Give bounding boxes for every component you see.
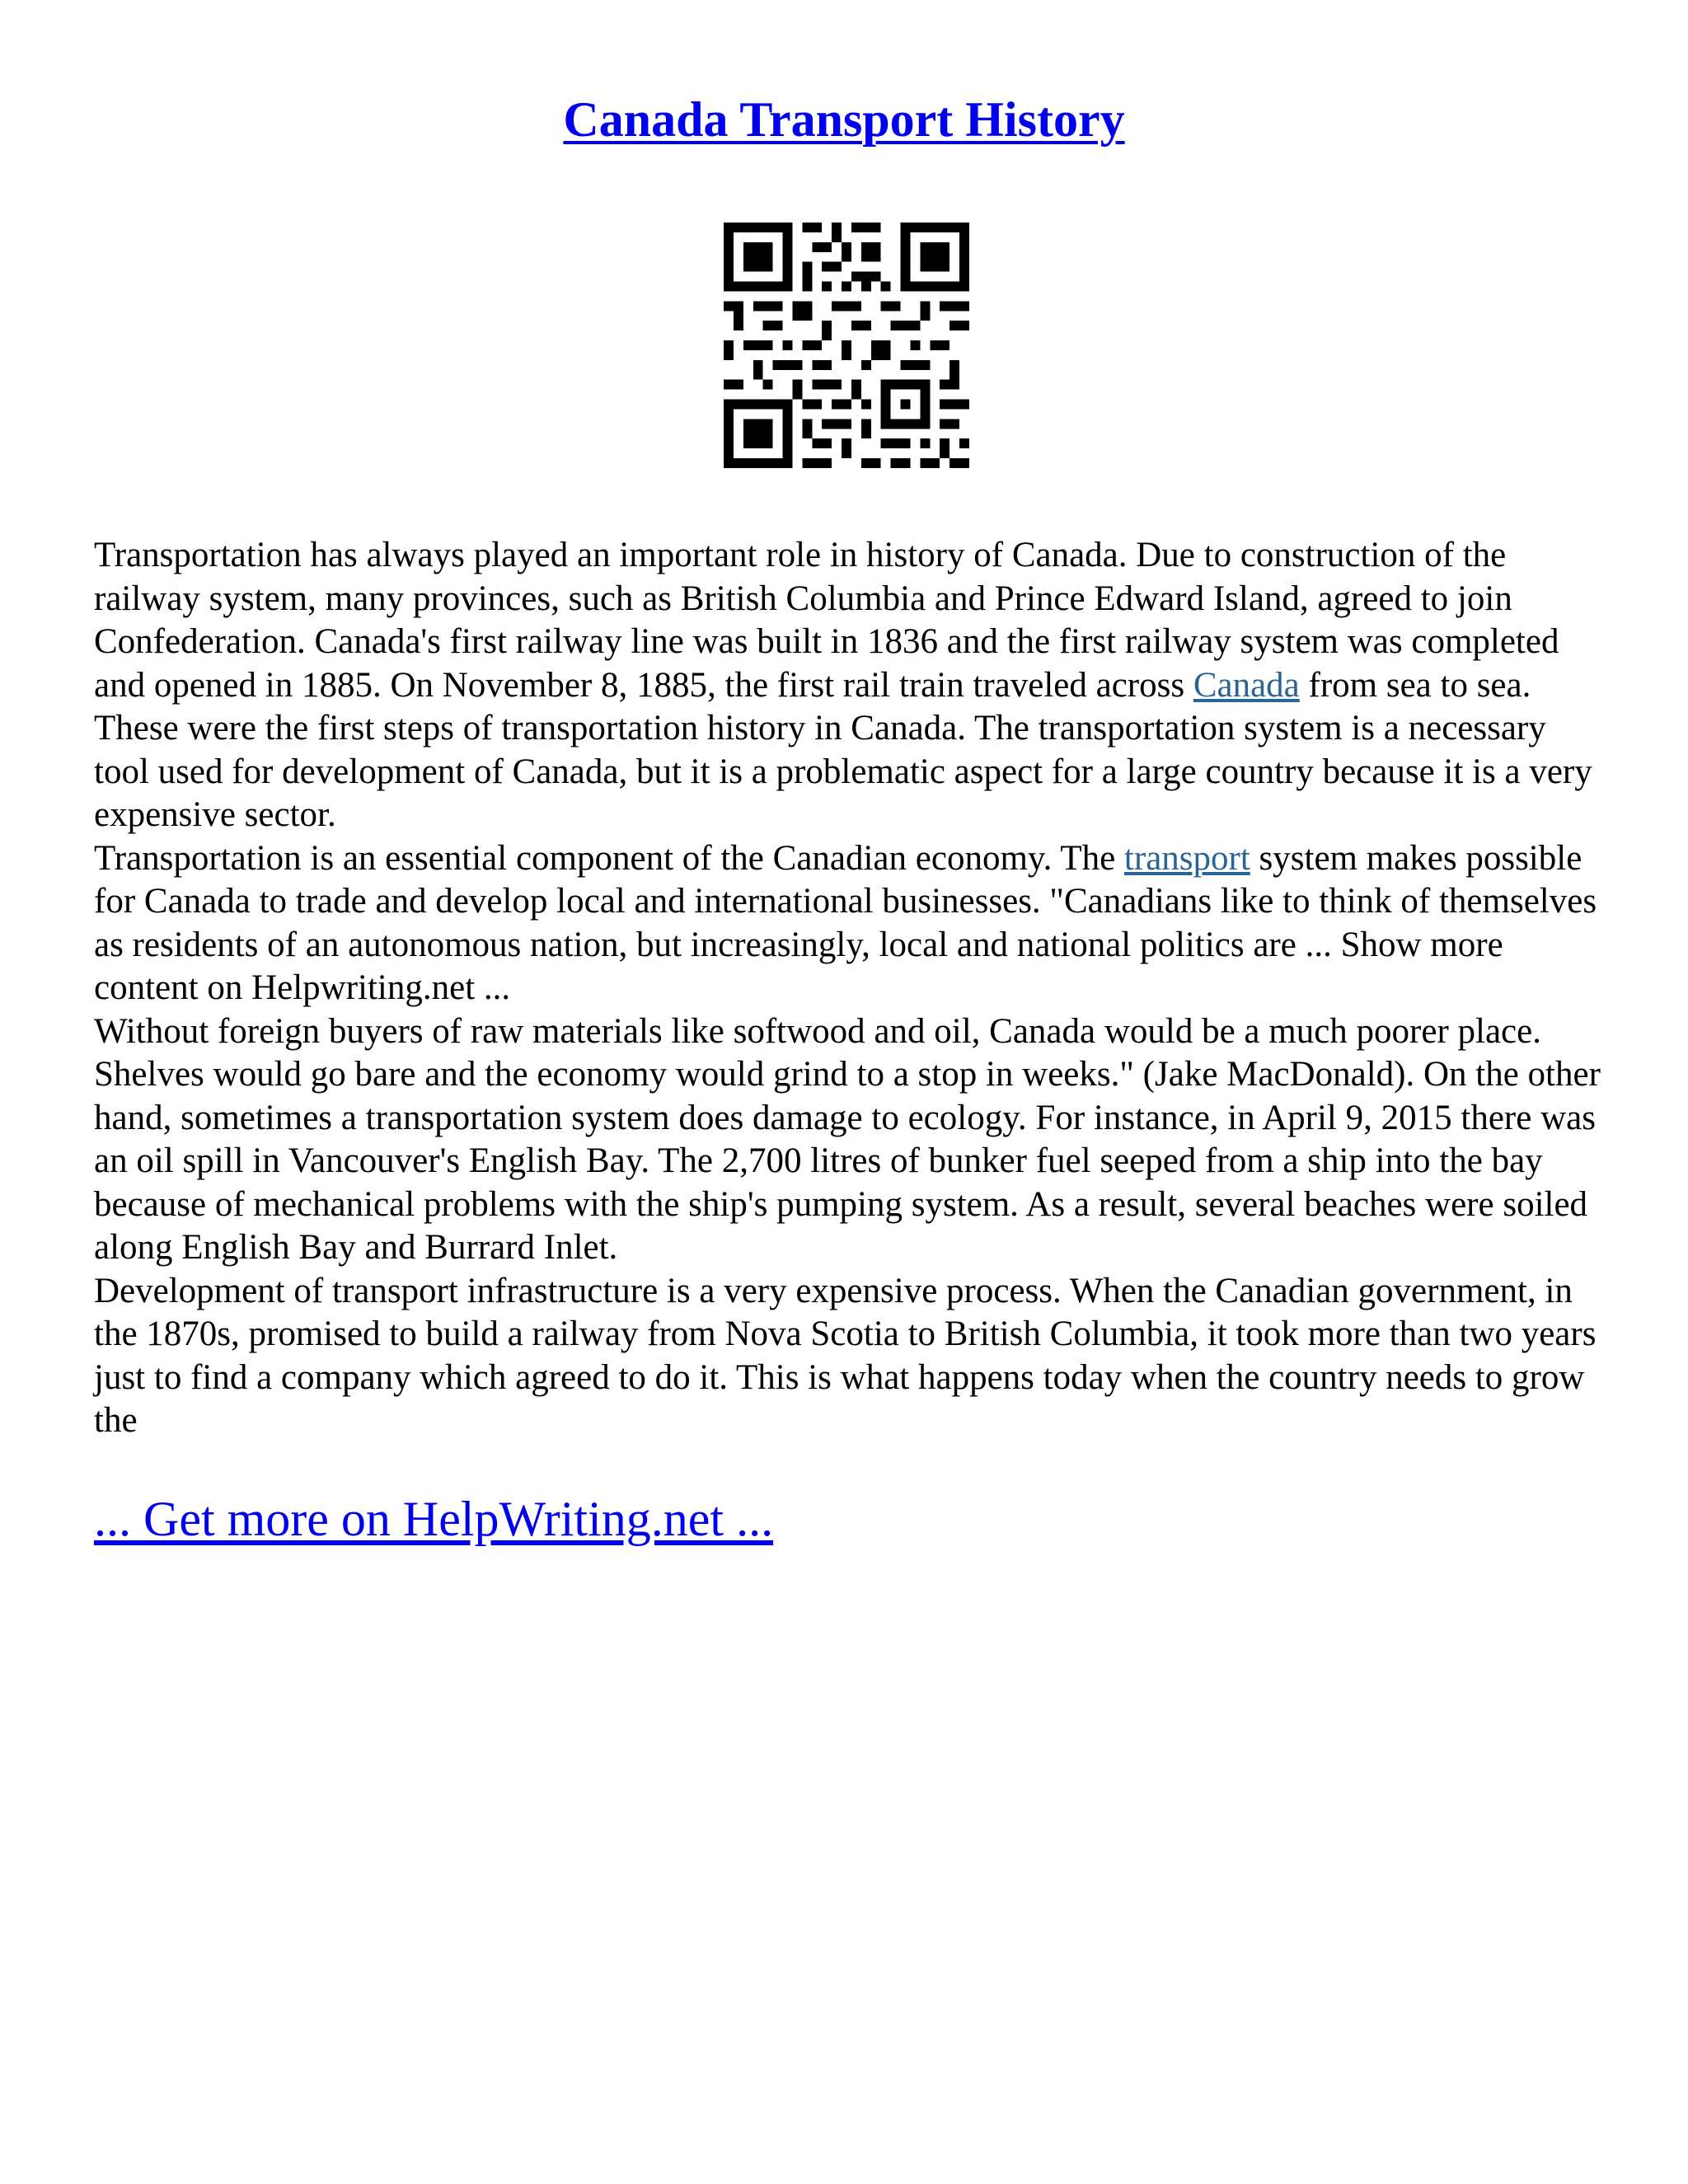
paragraph-3: Without foreign buyers of raw materials like softwood and oil, Canada would be a much poorer place. Shelves would go bare and the economy would grind to a stop in weeks." (Jake MacDonald). On the other hand, sometimes a transportation system does damage to ecology. For instance, in April 9, 2015 there was an oil spill in Vancouver's English Bay. The 2,700 litres of bunker fuel seeped from a ship into the bay because of mechanical problems with the ship's pumping system. As a result, several beaches were soiled along English Bay and Burrard Inlet. bbox=[94, 1011, 1601, 1267]
paragraph-2-text-start: Transportation is an essential component of the Canadian economy. The bbox=[94, 838, 1124, 878]
transport-link[interactable]: transport bbox=[1123, 838, 1250, 878]
qr-code-icon bbox=[724, 223, 969, 468]
paragraph-1 bbox=[94, 534, 1604, 837]
page-title bbox=[0, 91, 1688, 148]
paragraph-1-text-start: Transportation has always played an important role in history of Canada. Due to construction of the railway system, many provinces, such as British Columbia and Prince Edward Island, agreed to join Confederation. Canada's first railway line was built in 1836 and the first railway system was completed and opened in 1885. On November 8, 1885, the first rail train traveled across bbox=[94, 536, 1559, 705]
title-link[interactable]: Canada Transport History bbox=[563, 92, 1125, 147]
get-more-link[interactable]: ... Get more on HelpWriting.net ... bbox=[94, 1492, 774, 1546]
canada-link[interactable]: Canada bbox=[1193, 665, 1300, 705]
paragraph-1-text-end: from sea to sea. These were the first steps of transportation history in Canada. The transportation system is a necessary tool used for development of Canada, but it is a problematic aspect for a large country because it is a very expensive sector. bbox=[94, 665, 1592, 834]
paragraph-4: Development of transport infrastructure is a very expensive process. When the Canadian government, in the 1870s, promised to build a railway from Nova Scotia to British Columbia, it took more than two years just to find a company which agreed to do it. This is what happens today when the country needs to grow the bbox=[94, 1271, 1597, 1440]
paragraph-2 bbox=[94, 837, 1604, 1010]
paragraph-2-text-end: system makes possible for Canada to trade and develop local and international businesses. "Canadians like to think of themselves as residents of an autonomous nation, but increasingly, local and national politics are ... Show more content on Helpwriting.net ... bbox=[94, 838, 1597, 1007]
article-body bbox=[94, 534, 1604, 1443]
get-more-container bbox=[94, 1490, 773, 1548]
